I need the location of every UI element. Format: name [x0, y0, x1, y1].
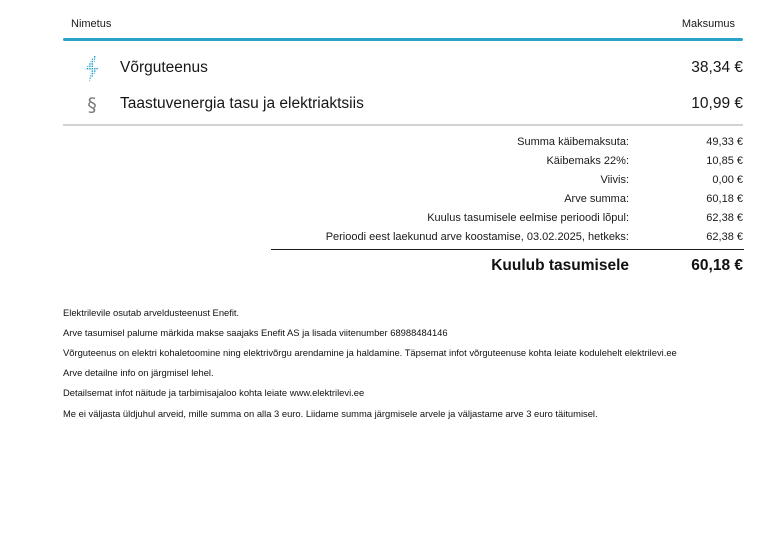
column-header-cost: Maksumus — [681, 18, 735, 30]
summary-value: 60,18 € — [706, 193, 743, 205]
note-line: Detailsemat infot näitude ja tarbimisajaloo kohta leiate www.elektrilevi.ee — [63, 387, 365, 398]
note-line: Arve detailne info on järgmisel lehel. — [63, 367, 214, 378]
summary-row — [273, 193, 743, 211]
summary-label: Summa käibemaksuta: — [517, 136, 629, 148]
summary-value: 49,33 € — [706, 136, 743, 148]
line-item-label: Võrguteenus — [120, 59, 208, 76]
total-label: Kuulub tasumisele — [491, 257, 629, 274]
header-divider — [63, 38, 743, 41]
column-header-name: Nimetus — [71, 18, 112, 30]
summary-row — [273, 174, 743, 192]
section-sign-icon: § — [87, 94, 97, 116]
summary-label: Perioodi eest laekunud arve koostamise, 03.02.2025, hetkeks: — [325, 231, 629, 243]
summary-label: Arve summa: — [564, 193, 629, 205]
summary-row — [273, 212, 743, 230]
total-value: 60,18 € — [691, 257, 743, 274]
summary-value: 62,38 € — [706, 212, 743, 224]
line-item — [63, 88, 743, 122]
lightning-icon — [81, 56, 103, 82]
summary-value: 0,00 € — [712, 174, 743, 186]
summary-divider — [271, 249, 744, 250]
summary-value: 10,85 € — [706, 155, 743, 167]
items-divider — [63, 124, 743, 126]
note-line: Arve tasumisel palume märkida makse saajaks Enefit AS ja lisada viitenumber 68988484146 — [63, 327, 448, 338]
summary-row — [273, 136, 743, 154]
line-item-value: 38,34 € — [691, 59, 743, 76]
summary-label: Viivis: — [600, 174, 629, 186]
summary-row — [273, 155, 743, 173]
line-item-value: 10,99 € — [691, 95, 743, 112]
note-line: Võrguteenus on elektri kohaletoomine ning elektrivõrgu arendamine ja haldamine. Täpsemat infot võrguteenuse kohta leiate kodulehelt elektrilevi.ee — [63, 347, 677, 358]
note-line: Me ei väljasta üldjuhul arveid, mille summa on alla 3 euro. Liidame summa järgmisele arvele ja väljastame arve 3 euro täitumisel. — [63, 408, 598, 419]
summary-row — [273, 231, 743, 249]
line-item — [63, 52, 743, 86]
summary-label: Käibemaks 22%: — [546, 155, 629, 167]
total-row — [273, 257, 743, 279]
note-line: Elektrilevile osutab arveldusteenust Enefit. — [63, 307, 240, 318]
line-item-label: Taastuvenergia tasu ja elektriaktsiis — [120, 95, 364, 112]
summary-label: Kuulus tasumisele eelmise perioodi lõpul: — [427, 212, 629, 224]
summary-value: 62,38 € — [706, 231, 743, 243]
